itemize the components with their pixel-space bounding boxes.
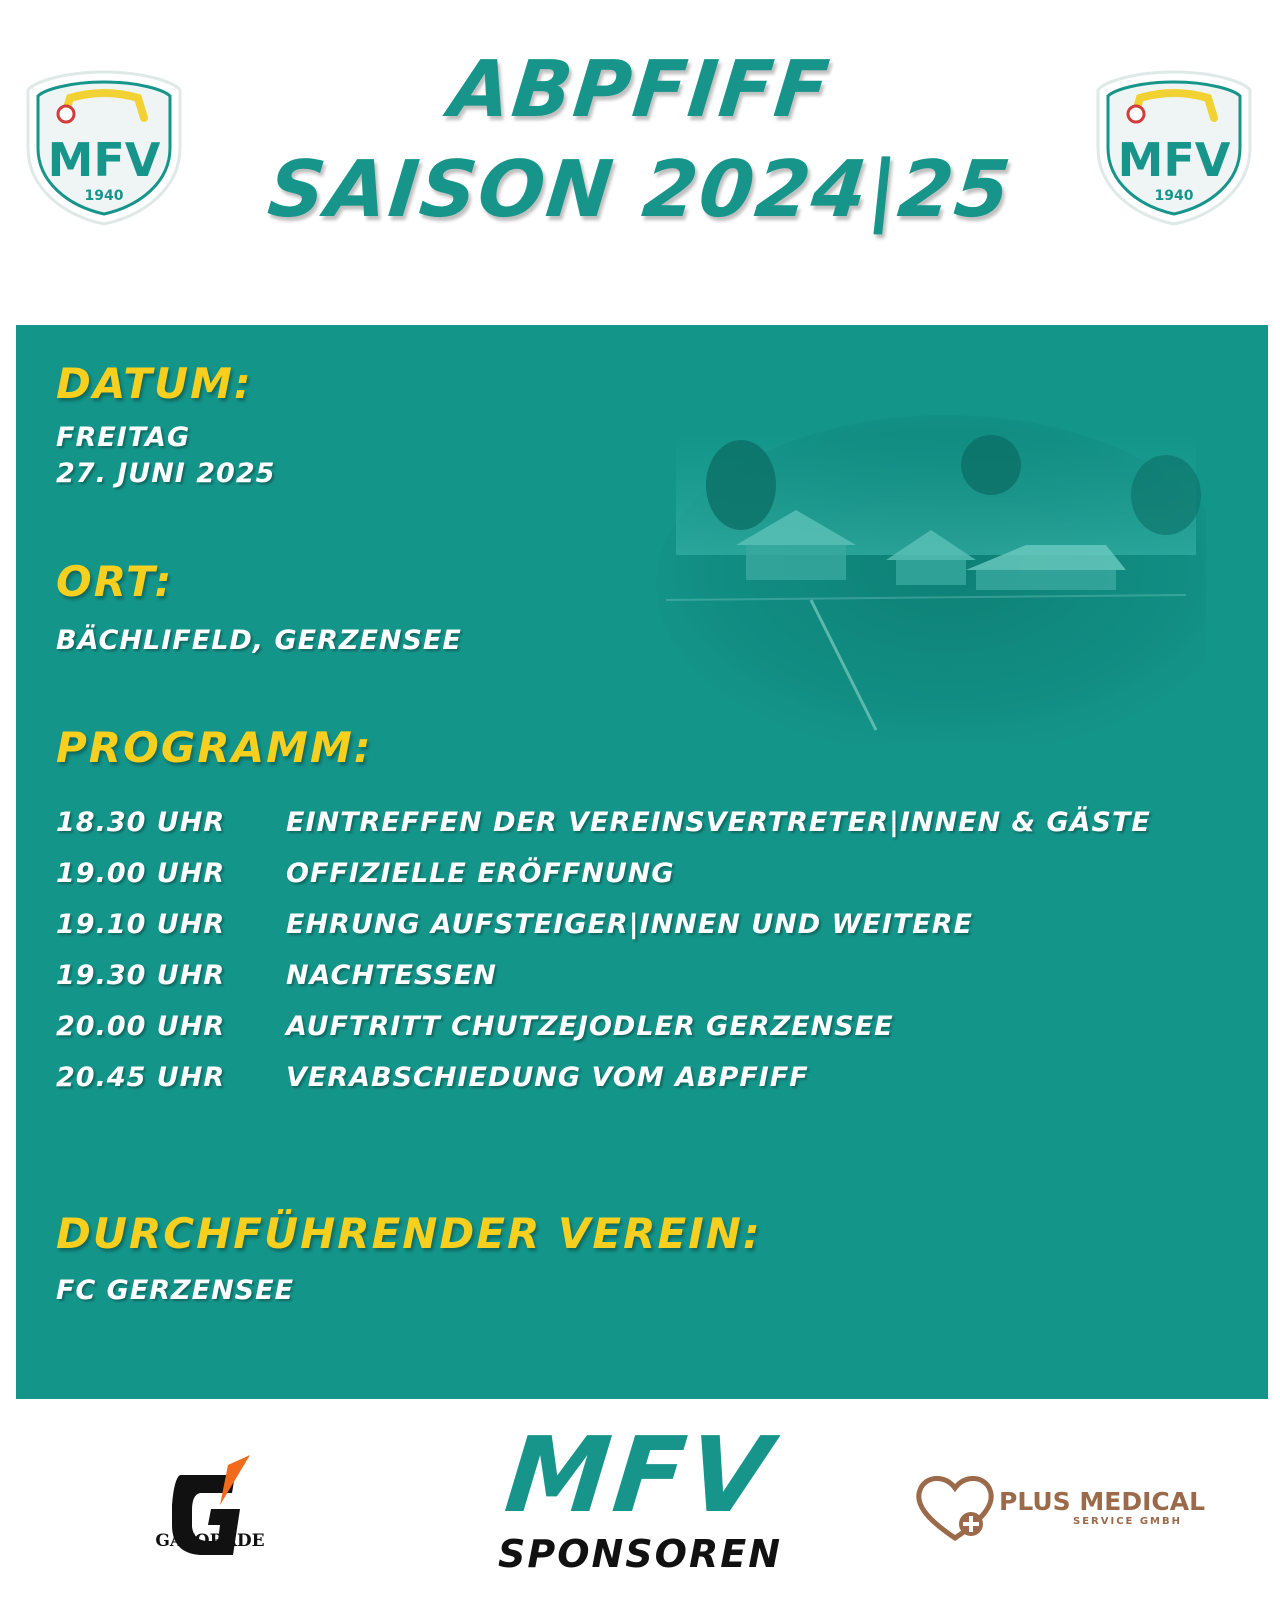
list-item (56, 899, 1246, 950)
program-description: OFFIZIELLE ERÖFFNUNG (286, 858, 675, 889)
program-time: 19.30 UHR (56, 960, 226, 991)
ort-heading: ORT: (56, 557, 174, 606)
verein-heading: DURCHFÜHRENDER VEREIN: (56, 1209, 762, 1258)
sponsoren-label: SPONSOREN (497, 1532, 783, 1576)
mfv-club-logo-left (24, 68, 184, 228)
list-item (56, 950, 1246, 1001)
logo-left-year: 1940 (84, 188, 124, 204)
programm-list (56, 797, 1246, 1103)
mfv-club-logo-right (1094, 68, 1254, 228)
datum-heading: DATUM: (56, 359, 253, 408)
gatorade-logo (150, 1455, 270, 1575)
program-description: AUFTRITT CHUTZEJODLER GERZENSEE (286, 1011, 894, 1042)
plus-medical-text: PLUS MEDICAL (999, 1487, 1205, 1516)
info-panel (16, 325, 1268, 1399)
gatorade-label: GATORADE (155, 1531, 265, 1551)
program-description: EHRUNG AUFSTEIGER|INNEN UND WEITERE (286, 909, 973, 940)
verein-value: FC GERZENSEE (56, 1275, 295, 1306)
title-line-2: SAISON 2024|25 (263, 145, 1017, 235)
plus-medical-subtext: SERVICE GMBH (1073, 1516, 1182, 1527)
logo-right-year: 1940 (1154, 188, 1194, 204)
page-title (200, 40, 1080, 240)
datum-day: FREITAG (56, 422, 191, 453)
list-item (56, 848, 1246, 899)
program-description: VERABSCHIEDUNG VOM ABPFIFF (286, 1062, 809, 1093)
list-item (56, 1052, 1246, 1103)
logo-right-text: MFV (1117, 133, 1231, 187)
football-field-photo (646, 415, 1206, 745)
logo-left-text: MFV (47, 133, 161, 187)
datum-date: 27. JUNI 2025 (56, 458, 276, 489)
program-time: 20.00 UHR (56, 1011, 226, 1042)
program-time: 20.45 UHR (56, 1062, 226, 1093)
list-item (56, 1001, 1246, 1052)
programm-heading: PROGRAMM: (56, 723, 373, 772)
plus-medical-logo (915, 1468, 1205, 1548)
program-time: 19.10 UHR (56, 909, 226, 940)
title-line-1: ABPFIFF (445, 45, 835, 135)
program-time: 19.00 UHR (56, 858, 226, 889)
program-time: 18.30 UHR (56, 807, 226, 838)
list-item (56, 797, 1246, 848)
mfv-sponsor-title: MFV (500, 1414, 780, 1536)
program-description: NACHTESSEN (286, 960, 497, 991)
ort-value: BÄCHLIFELD, GERZENSEE (56, 625, 462, 656)
program-description: EINTREFFEN DER VEREINSVERTRETER|INNEN & GÄSTE (286, 807, 1151, 838)
